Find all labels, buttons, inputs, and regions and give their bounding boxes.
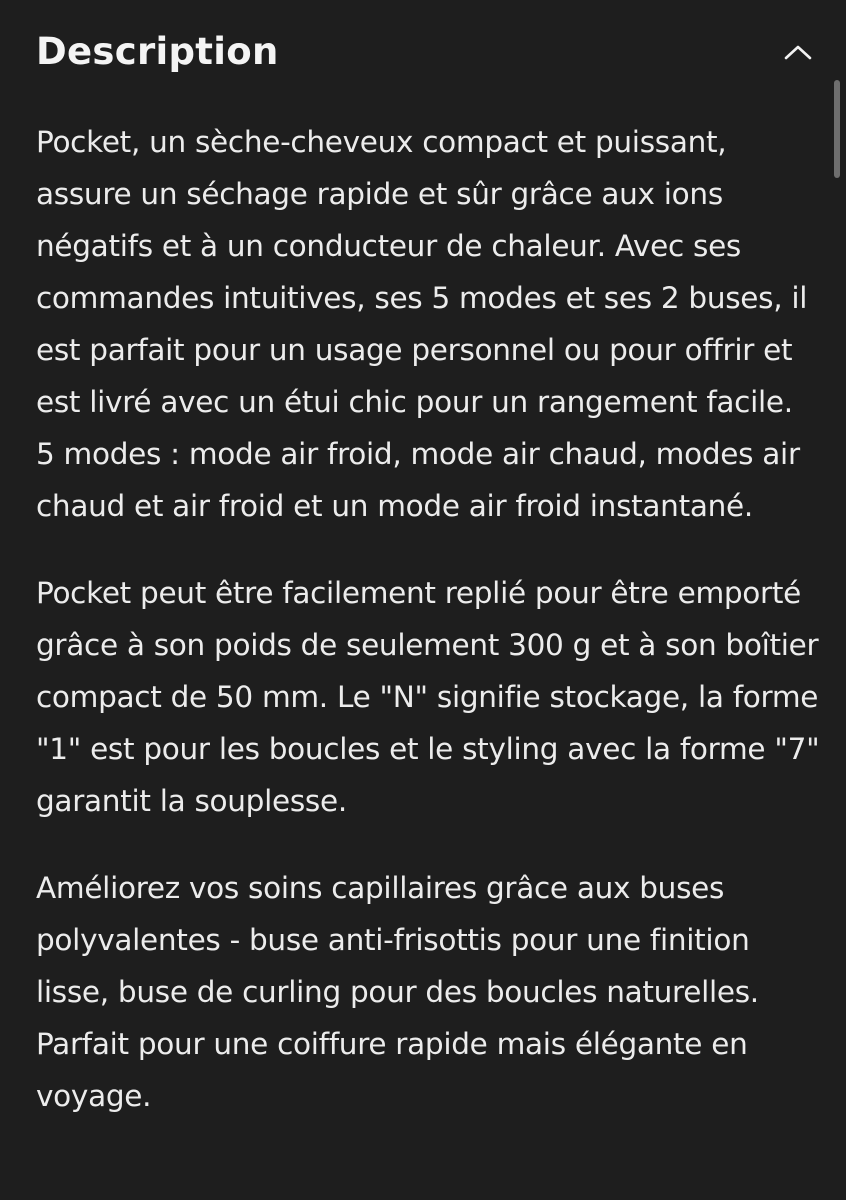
description-body — [36, 116, 820, 1157]
section-header[interactable] — [36, 22, 846, 86]
description-paragraph: Pocket, un sèche-cheveux compact et puissant, assure un séchage rapide et sûr grâce aux ions négatifs et à un conducteur de chaleur. Avec ses commandes intuitives, ses 5 modes et ses 2 buses, il est parfait pour un usage personnel ou pour offrir et est livré avec un étui chic pour un rangement facile. 5 modes : mode air froid, mode air chaud, modes air chaud et air froid et un mode air froid instantané. — [36, 125, 808, 523]
chevron-up-icon — [784, 44, 812, 60]
collapse-button[interactable] — [776, 34, 820, 70]
description-paragraph: Pocket peut être facilement replié pour être emporté grâce à son poids de seulement 300 g et à son boîtier compact de 50 mm. Le "N" signifie stockage, la forme "1" est pour les boucles et le styling avec la forme "7" garantit la souplesse. — [36, 576, 820, 818]
description-paragraph: Améliorez vos soins capillaires grâce aux buses polyvalentes - buse anti-frisottis pour une finition lisse, buse de curling pour des boucles naturelles. Parfait pour une coiffure rapide mais élégante en voyage. — [36, 871, 759, 1113]
scrollbar-thumb[interactable] — [834, 80, 840, 178]
section-title: Description — [36, 30, 279, 73]
